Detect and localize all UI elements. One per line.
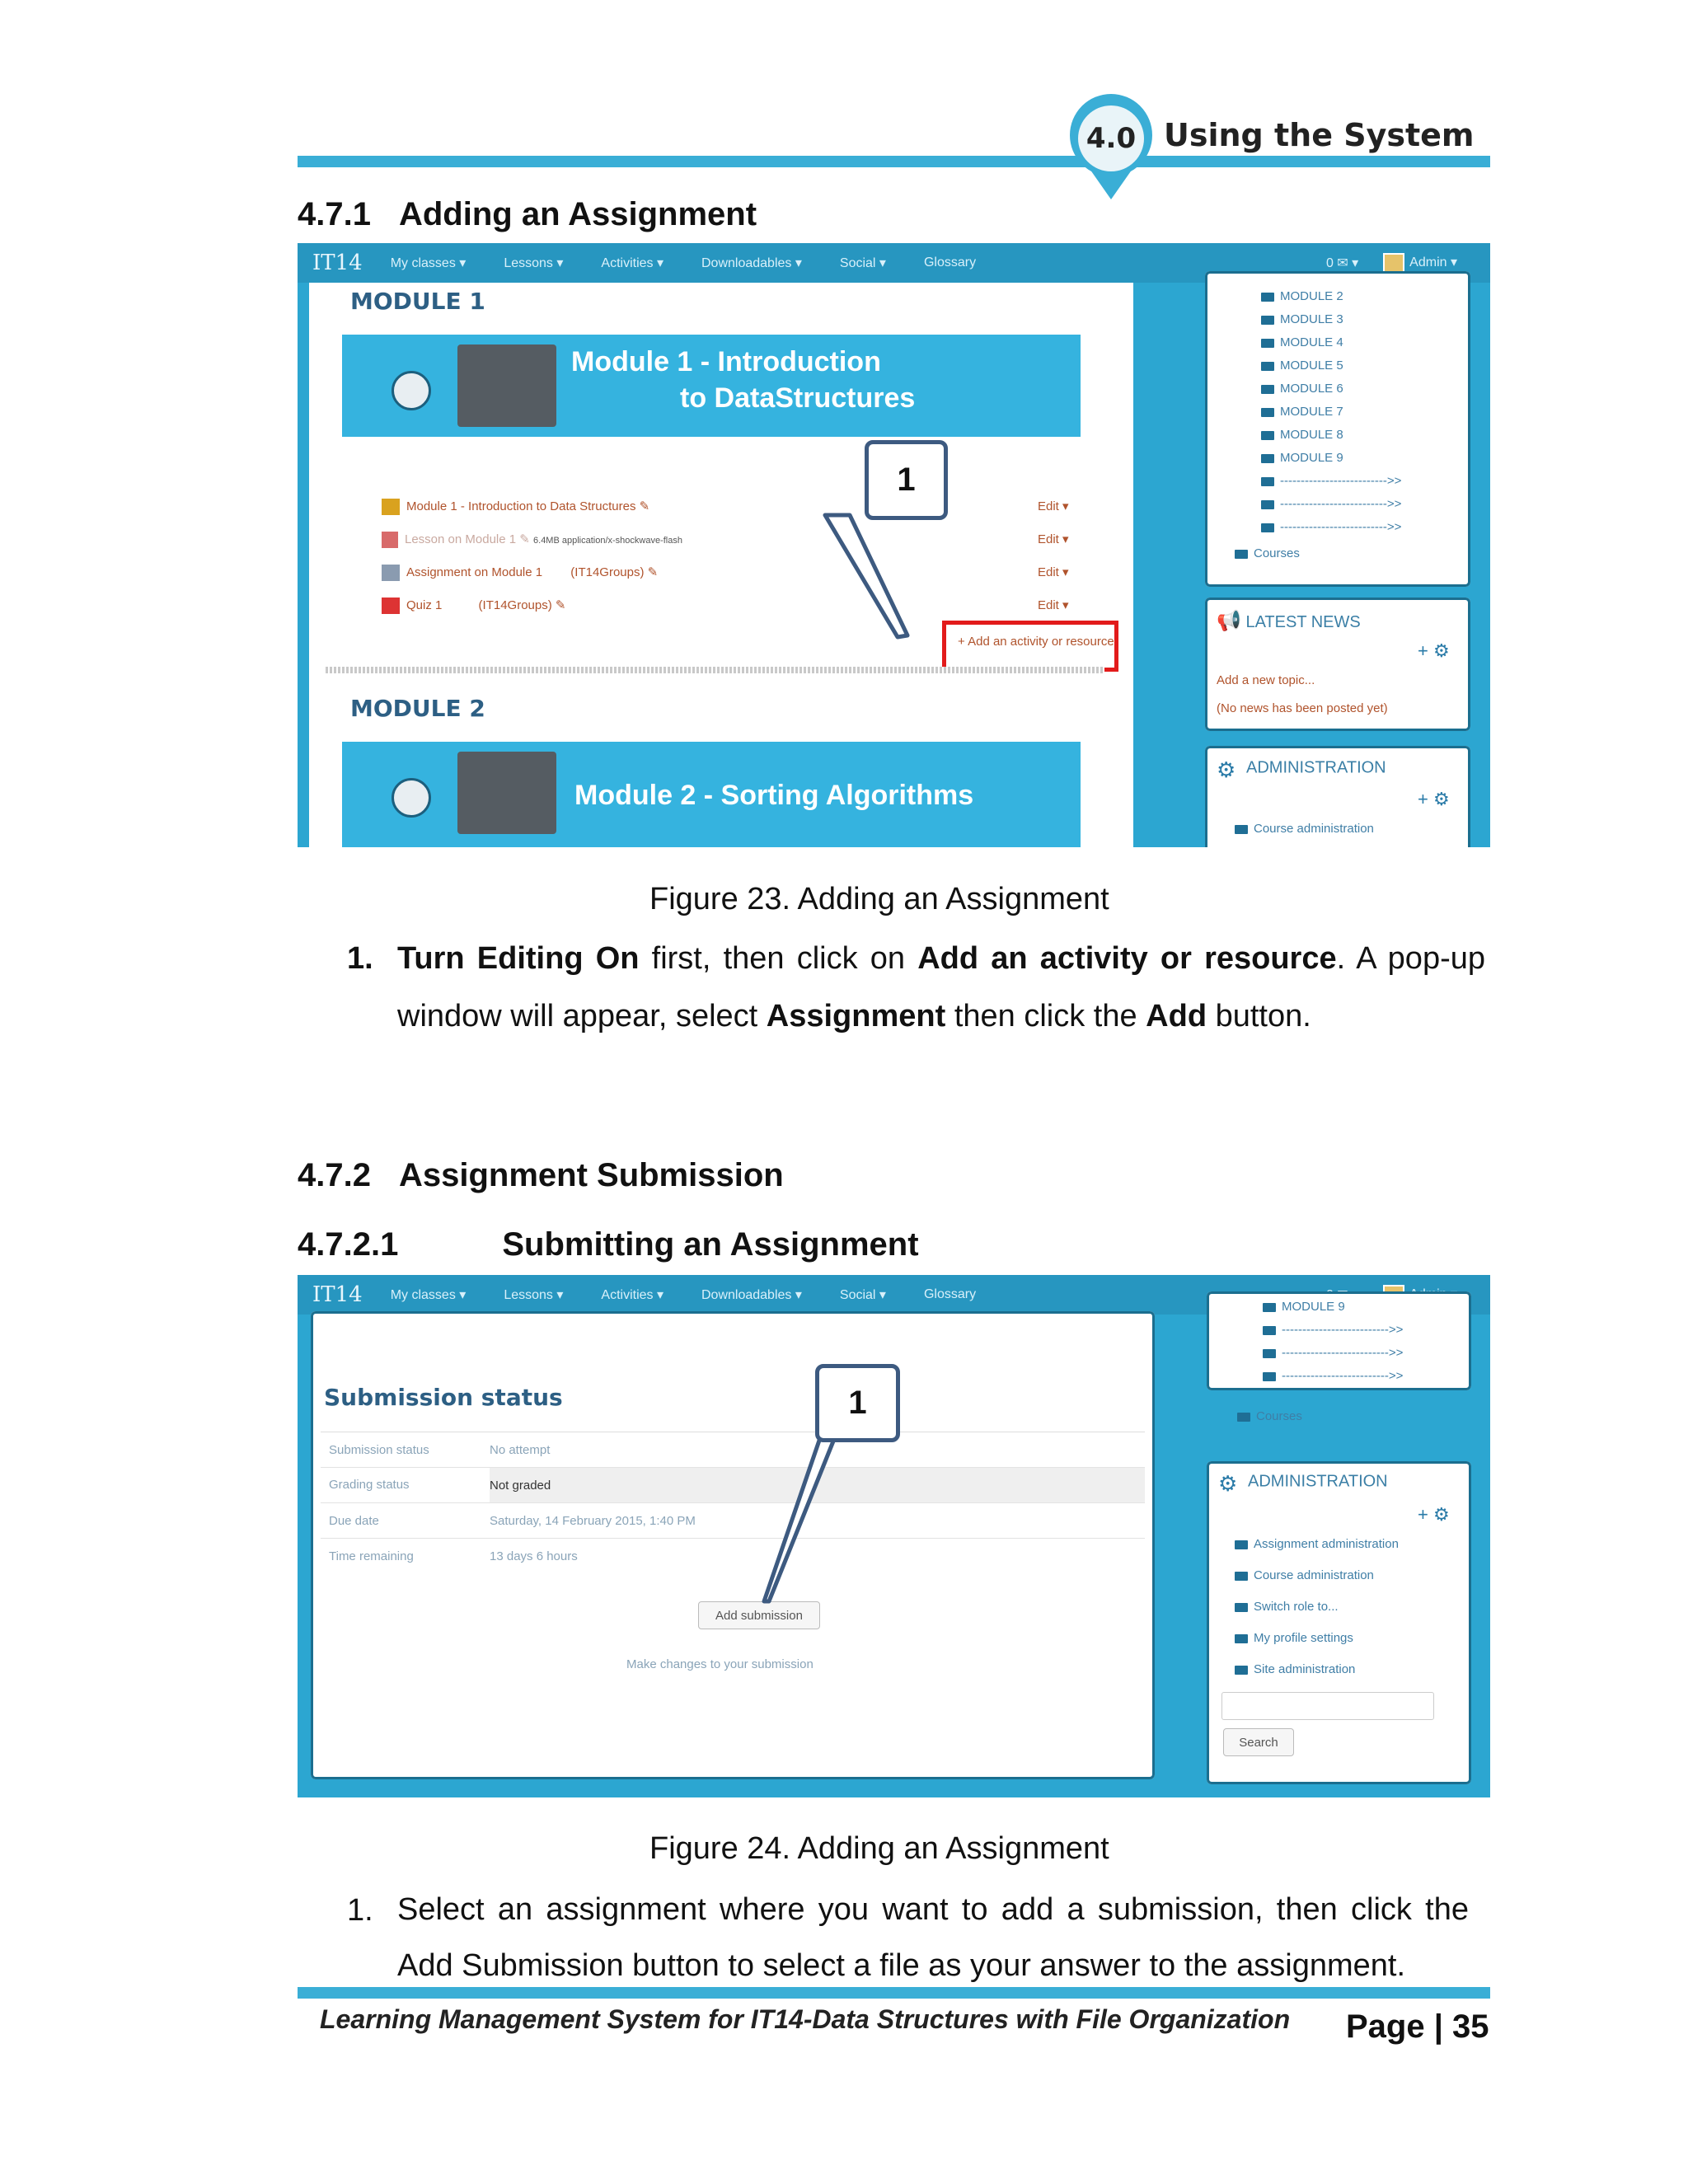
submission-status-title: Submission status (324, 1384, 563, 1411)
footer-title: Learning Management System for IT14-Data Structures with File Organization (320, 2004, 1291, 2034)
callout-marker: 1 (815, 1364, 900, 1442)
section-title: Adding an Assignment (398, 196, 757, 232)
nav-glossary[interactable]: Glossary (923, 1287, 977, 1301)
add-activity-link[interactable]: + Add an activity or resource (958, 635, 1114, 649)
add-topic-link[interactable]: Add a new topic... (1217, 673, 1315, 687)
profile-settings-link[interactable]: My profile settings (1235, 1631, 1353, 1645)
callout-pointer (298, 1275, 1490, 1797)
figure-23-screenshot (298, 243, 1490, 847)
activity-item[interactable]: Quiz 1 (IT14Groups) ✎ (382, 598, 565, 614)
sidebar-item[interactable]: -------------------------->> (1261, 474, 1401, 488)
nav-social[interactable]: Social ▾ (839, 256, 886, 270)
assignment-administration-link[interactable]: Assignment administration (1235, 1537, 1399, 1551)
sidebar-item[interactable]: -------------------------->> (1263, 1346, 1403, 1360)
step-number: 1. (347, 941, 373, 976)
figure-23-caption: Figure 23. Adding an Assignment (649, 882, 1109, 916)
section-number: 4.7.2.1 (298, 1226, 399, 1263)
sidebar-item-module-9[interactable]: MODULE 9 (1261, 451, 1343, 465)
sidebar-item-module-3[interactable]: MODULE 3 (1261, 312, 1343, 326)
sidebar-item-module-4[interactable]: MODULE 4 (1261, 335, 1343, 349)
figure-24-screenshot (298, 1275, 1490, 1797)
add-submission-button[interactable]: Add submission (698, 1601, 820, 1629)
sidebar-item-module-8[interactable]: MODULE 8 (1261, 428, 1343, 442)
add-block-icon[interactable]: + ⚙ (1418, 640, 1450, 661)
footer-rule (298, 1987, 1490, 1999)
site-administration-link[interactable]: Site administration (1235, 1662, 1355, 1676)
nav-brand[interactable]: IT14 (312, 251, 363, 275)
module-1-banner-line-2: to DataStructures (680, 382, 916, 414)
chapter-title: Using the System (1164, 117, 1475, 153)
sidebar-item-courses[interactable]: Courses (1235, 546, 1300, 560)
section-title: Assignment Submission (398, 1157, 784, 1193)
gear-icon: ⚙ (1217, 757, 1236, 782)
gear-icon: ⚙ (1218, 1471, 1238, 1496)
nav-brand[interactable]: IT14 (312, 1282, 363, 1307)
section-heading-4-7-2-1 (298, 1226, 919, 1263)
administration-heading: ⚙ ADMINISTRATION (1217, 757, 1386, 782)
switch-role-link[interactable]: Switch role to... (1235, 1600, 1339, 1614)
section-heading-4-7-1 (298, 196, 757, 233)
activity-item[interactable]: Module 1 - Introduction to Data Structures ✎ (382, 499, 649, 515)
nav-lessons[interactable]: Lessons ▾ (504, 256, 564, 270)
nav-activities[interactable]: Activities ▾ (601, 1288, 663, 1302)
nav-downloadables[interactable]: Downloadables ▾ (701, 1288, 802, 1302)
course-administration-link[interactable]: Course administration (1235, 1568, 1374, 1582)
nav-my-classes[interactable]: My classes ▾ (390, 256, 467, 270)
module-2-banner-text: Module 2 - Sorting Algorithms (574, 780, 974, 811)
section-heading-4-7-2 (298, 1157, 784, 1194)
module-2-title: MODULE 2 (350, 695, 485, 722)
step-instruction: Turn Editing On first, then click on Add an activity or resource. A pop-up window will appear, select Assignment then click the Add button. (397, 941, 1486, 1033)
sidebar-item-module-2[interactable]: MODULE 2 (1261, 289, 1343, 303)
table-row: Time remaining 13 days 6 hours (329, 1549, 578, 1563)
section-number: 4.7.1 (298, 196, 371, 232)
megaphone-icon: 📢 (1217, 610, 1241, 632)
step-number: 1. (347, 1893, 373, 1928)
module-1-title: MODULE 1 (350, 288, 485, 315)
edit-menu[interactable]: Edit ▾ (1038, 532, 1069, 546)
module-1-banner-line-1: Module 1 - Introduction (571, 346, 881, 377)
add-block-icon[interactable]: + ⚙ (1418, 789, 1450, 809)
figure-24-caption: Figure 24. Adding an Assignment (649, 1831, 1109, 1866)
callout-pointer (298, 243, 1490, 847)
make-changes-text: Make changes to your submission (626, 1657, 814, 1671)
table-row: Submission status No attempt (321, 1432, 1145, 1468)
chapter-number: 4.0 (1078, 105, 1144, 171)
nav-activities[interactable]: Activities ▾ (601, 256, 663, 270)
sidebar-item-module-5[interactable]: MODULE 5 (1261, 359, 1343, 373)
sidebar-item-courses[interactable]: Courses (1237, 1409, 1302, 1423)
table-row: Grading status Not graded (321, 1468, 1145, 1503)
sidebar-item[interactable]: -------------------------->> (1263, 1369, 1403, 1383)
nav-social[interactable]: Social ▾ (839, 1288, 886, 1302)
nav-glossary[interactable]: Glossary (923, 255, 977, 269)
administration-heading: ⚙ ADMINISTRATION (1218, 1471, 1388, 1496)
nav-lessons[interactable]: Lessons ▾ (504, 1288, 564, 1302)
sidebar-item-module-6[interactable]: MODULE 6 (1261, 382, 1343, 396)
nav-user-label: Admin ▾ (1409, 255, 1457, 270)
no-news-text: (No news has been posted yet) (1217, 701, 1388, 715)
latest-news-heading: 📢 LATEST NEWS (1217, 610, 1361, 632)
edit-menu[interactable]: Edit ▾ (1038, 565, 1069, 579)
section-title: Submitting an Assignment (502, 1226, 919, 1263)
activity-item[interactable]: Assignment on Module 1 (IT14Groups) ✎ (382, 565, 658, 581)
sidebar-item-module-7[interactable]: MODULE 7 (1261, 405, 1343, 419)
add-block-icon[interactable]: + ⚙ (1418, 1504, 1450, 1525)
header-rule (298, 156, 1490, 167)
step-instruction: Select an assignment where you want to add a submission, then click the Add Submission button to select a file as your answer to the assignment. (397, 1892, 1469, 1983)
page-number: Page | 35 (1346, 2008, 1489, 2045)
search-button[interactable]: Search (1223, 1728, 1294, 1756)
sidebar-item-module-9[interactable]: MODULE 9 (1263, 1300, 1345, 1314)
sidebar-item[interactable]: -------------------------->> (1261, 520, 1401, 534)
edit-menu[interactable]: Edit ▾ (1038, 598, 1069, 612)
sidebar-item[interactable]: -------------------------->> (1261, 497, 1401, 511)
nav-messages[interactable]: 0 ✉ ▾ (1325, 256, 1359, 270)
nav-my-classes[interactable]: My classes ▾ (390, 1288, 467, 1302)
course-administration-link[interactable]: Course administration (1235, 822, 1374, 836)
nav-downloadables[interactable]: Downloadables ▾ (701, 256, 802, 270)
edit-menu[interactable]: Edit ▾ (1038, 499, 1069, 513)
section-number: 4.7.2 (298, 1157, 371, 1193)
callout-marker: 1 (865, 440, 948, 520)
sidebar-item[interactable]: -------------------------->> (1263, 1323, 1403, 1337)
table-row: Due date Saturday, 14 February 2015, 1:40 PM (321, 1503, 1145, 1539)
activity-item[interactable]: Lesson on Module 1 ✎ 6.4MB application/x-shockwave-flash (382, 532, 682, 548)
